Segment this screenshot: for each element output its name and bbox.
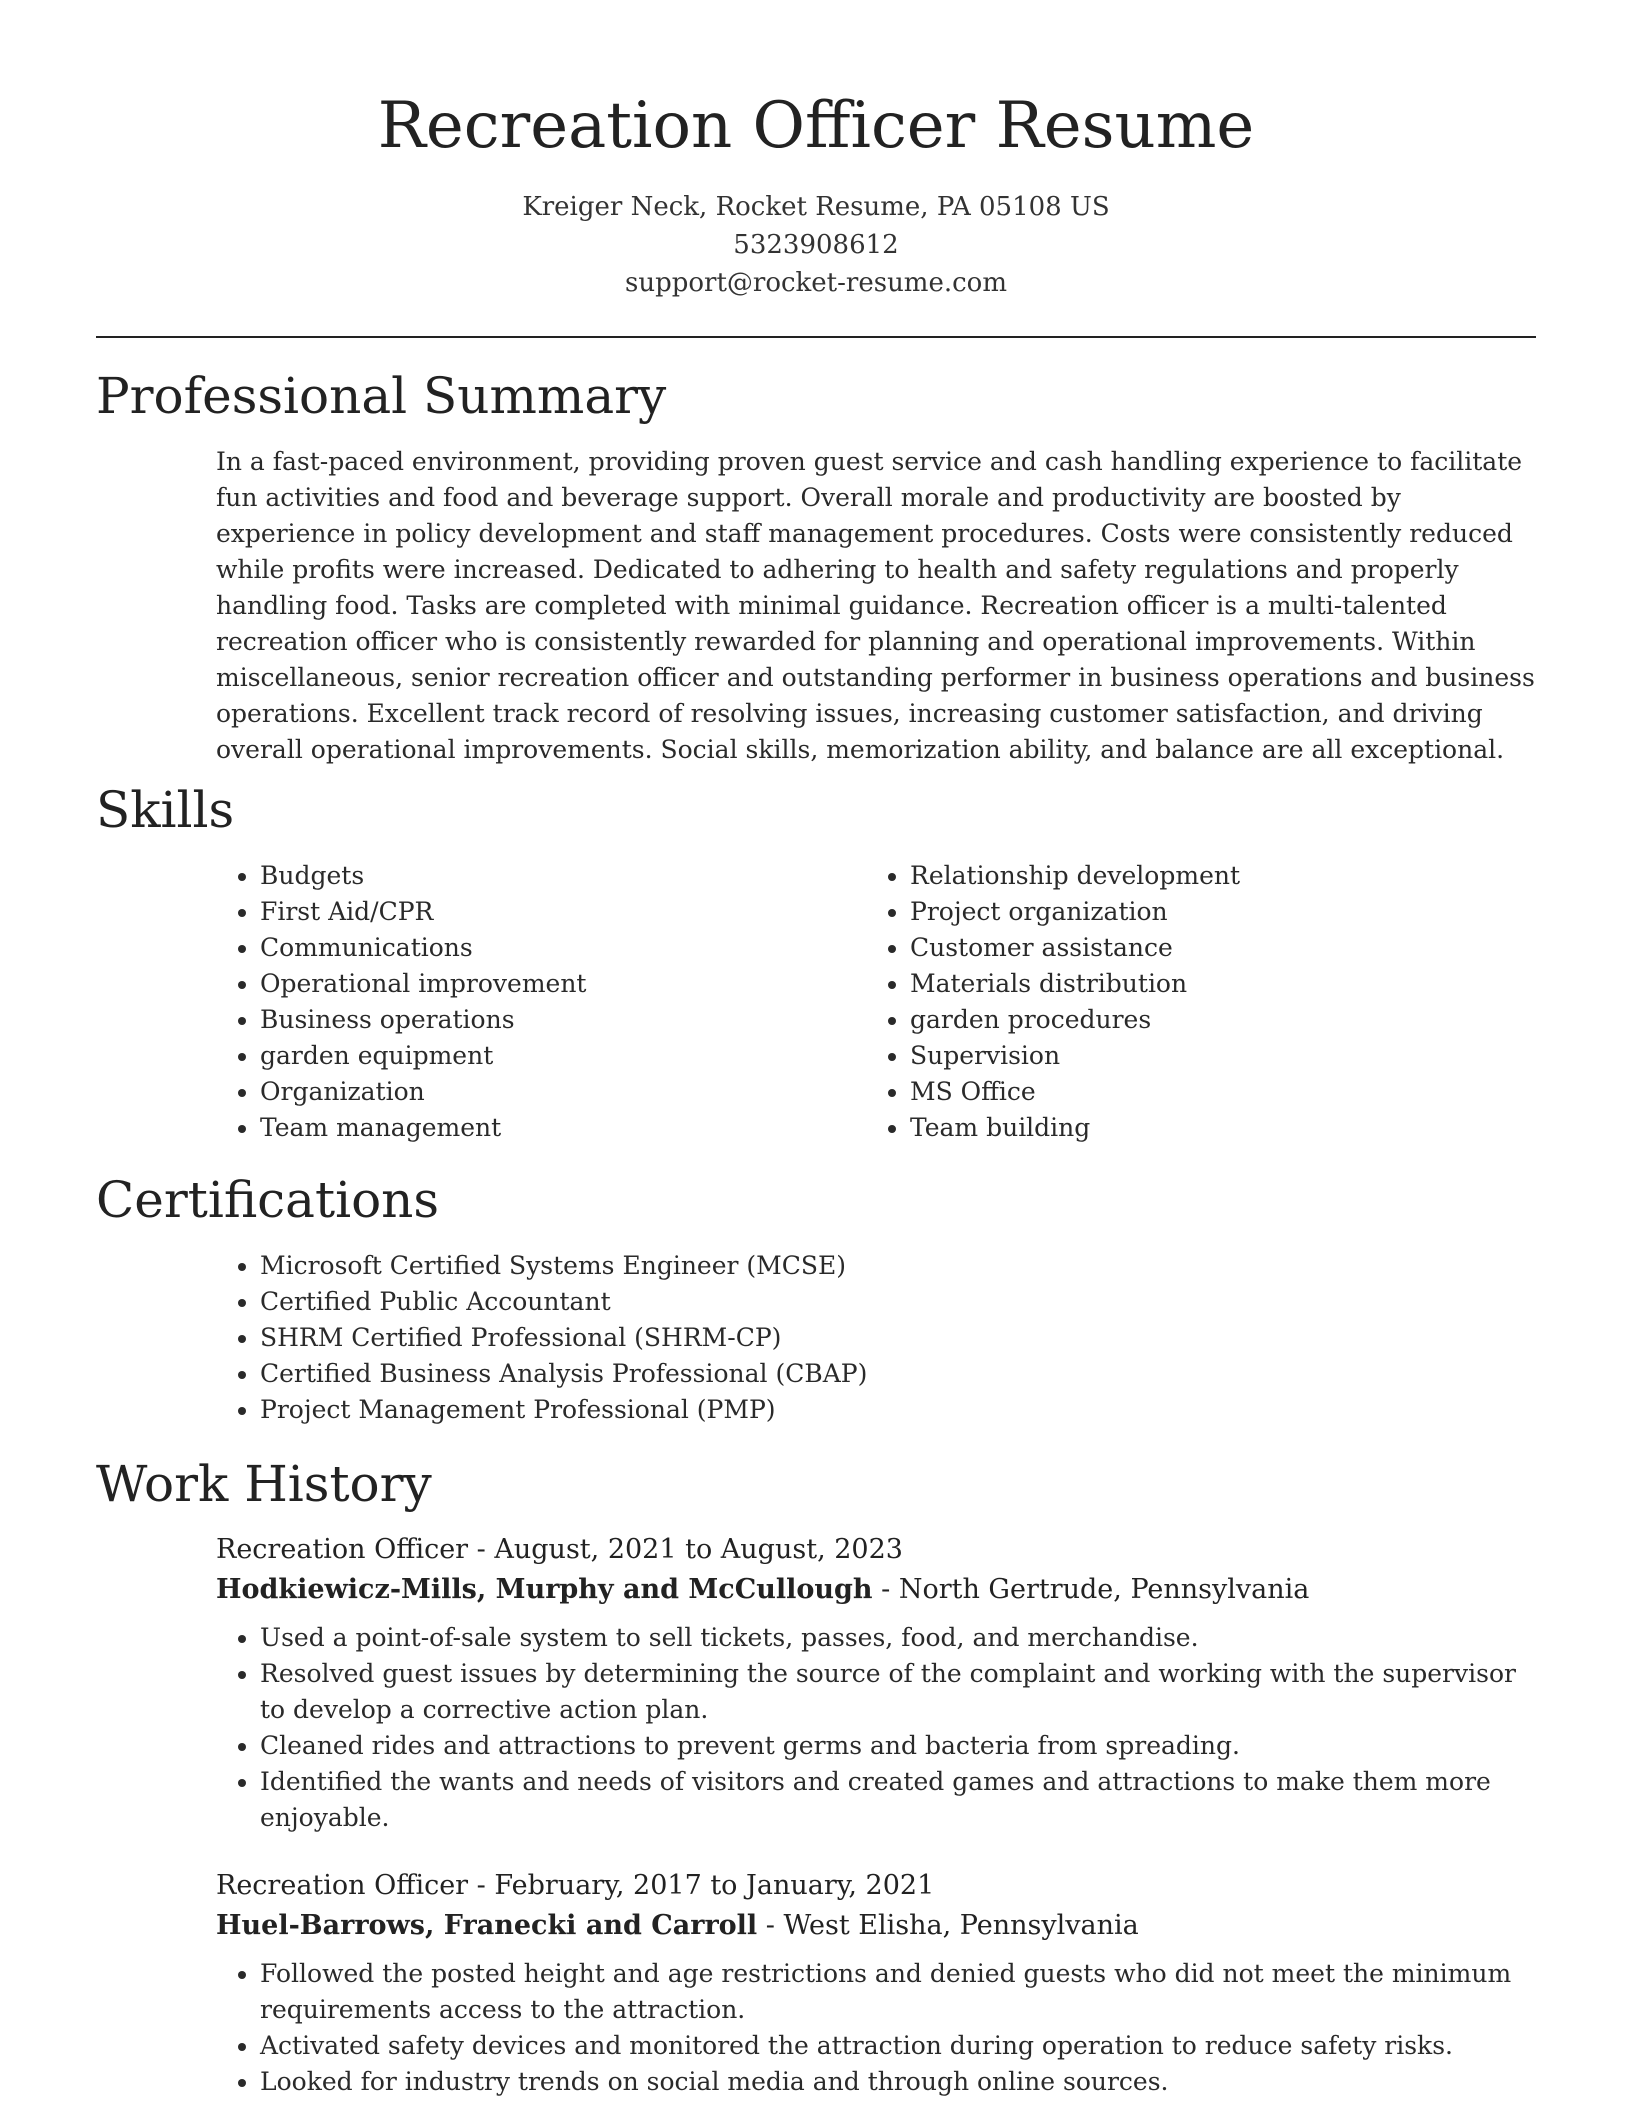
resume-title: Recreation Officer Resume [377,89,1255,163]
skills-column-right [866,858,1516,1146]
certification-item: • Certified Public Accountant [260,1284,1536,1320]
certifications-list [216,1248,1536,1428]
skill-item: • Communications [260,930,866,966]
skill-item: • First Aid/CPR [260,894,866,930]
job-bullet: • Resolved guest issues by determining the source of the complaint and working with the supervisor to develop a corrective action plan. [260,1656,1536,1728]
resume-header [96,0,1536,302]
header-divider [96,336,1536,338]
job-title-line [216,1530,1536,1570]
job-bullet: • Followed the posted height and age restrictions and denied guests who did not meet the minimum requirements access to the attraction. [260,1956,1536,2028]
skill-item: • Supervision [910,1038,1516,1074]
contact-email: support@rocket-resume.com [624,268,1007,298]
skill-item: • Organization [260,1074,866,1110]
skill-item: • Budgets [260,858,866,894]
job-company: Huel-Barrows, Franecki and Carroll [216,1910,758,1941]
job-bullets [216,1620,1536,1836]
job-bullets [216,1956,1536,2100]
skill-item: • garden procedures [910,1002,1516,1038]
contact-phone: 5323908612 [733,230,899,260]
resume-page [96,0,1536,2100]
job-location: - West Elisha, Pennsylvania [757,1910,1139,1941]
job-company: Hodkiewicz-Mills, Murphy and McCullough [216,1574,873,1605]
work-history-section [96,1452,1536,2100]
skills-list-right [866,858,1516,1146]
job-role: Recreation Officer [216,1870,469,1901]
certification-item: • Microsoft Certified Systems Engineer (MCSE) [260,1248,1536,1284]
skill-item: • Team management [260,1110,866,1146]
job-bullet: • Used a point-of-sale system to sell tickets, passes, food, and merchandise. [260,1620,1536,1656]
certifications-section [96,1168,1536,1428]
skills-section [96,778,1536,1146]
work-history-heading: Work History [96,1455,432,1513]
skill-item: • Operational improvement [260,966,866,1002]
job-dates: - August, 2021 to August, 2023 [468,1534,903,1565]
certifications-heading: Certifications [96,1171,440,1229]
summary-heading: Professional Summary [96,367,667,425]
job-bullet: • Activated safety devices and monitored the attraction during operation to reduce safety risks. [260,2028,1536,2064]
job-company-line [216,1570,1536,1610]
summary-text: In a fast-paced environment, providing proven guest service and cash handling experience to facilitate fun activities and food and beverage support. Overall morale and productivity are boosted by experience in policy development and staff management procedures. Costs were consistently reduced while profits were increased. Dedicated to adhering to health and safety regulations and properly handling food. Tasks are completed with minimal guidance. Recreation officer is a multi-talented recreation officer who is consistently rewarded for planning and operational improvements. Within miscellaneous, senior recreation officer and outstanding performer in business operations and business operations. Excellent track record of resolving issues, increasing customer satisfaction, and driving overall operational improvements. Social skills, memorization ability, and balance are all exceptional. [216,447,1535,764]
job-entry [216,1866,1536,2100]
skill-item: • Materials distribution [910,966,1516,1002]
job-company-line [216,1906,1536,1946]
skill-item: • Team building [910,1110,1516,1146]
skills-heading: Skills [96,781,235,839]
skills-columns [216,858,1536,1146]
skill-item: • garden equipment [260,1038,866,1074]
job-bullet: • Cleaned rides and attractions to prevent germs and bacteria from spreading. [260,1728,1536,1764]
skill-item: • Customer assistance [910,930,1516,966]
skill-item: • Relationship development [910,858,1516,894]
skills-column-left [216,858,866,1146]
skills-list-left [216,858,866,1146]
contact-address: Kreiger Neck, Rocket Resume, PA 05108 US [522,192,1110,222]
skill-item: • Business operations [260,1002,866,1038]
certification-item: • SHRM Certified Professional (SHRM-CP) [260,1320,1536,1356]
job-bullet: • Identified the wants and needs of visitors and created games and attractions to make them more enjoyable. [260,1764,1536,1836]
job-entry [216,1530,1536,1836]
skill-item: • MS Office [910,1074,1516,1110]
summary-section [96,364,1536,768]
skill-item: • Project organization [910,894,1516,930]
job-title-line [216,1866,1536,1906]
job-bullet: • Looked for industry trends on social media and through online sources. [260,2064,1536,2100]
job-dates: - February, 2017 to January, 2021 [468,1870,935,1901]
job-role: Recreation Officer [216,1534,469,1565]
job-location: - North Gertrude, Pennsylvania [872,1574,1310,1605]
certification-item: • Certified Business Analysis Professional (CBAP) [260,1356,1536,1392]
certification-item: • Project Management Professional (PMP) [260,1392,1536,1428]
